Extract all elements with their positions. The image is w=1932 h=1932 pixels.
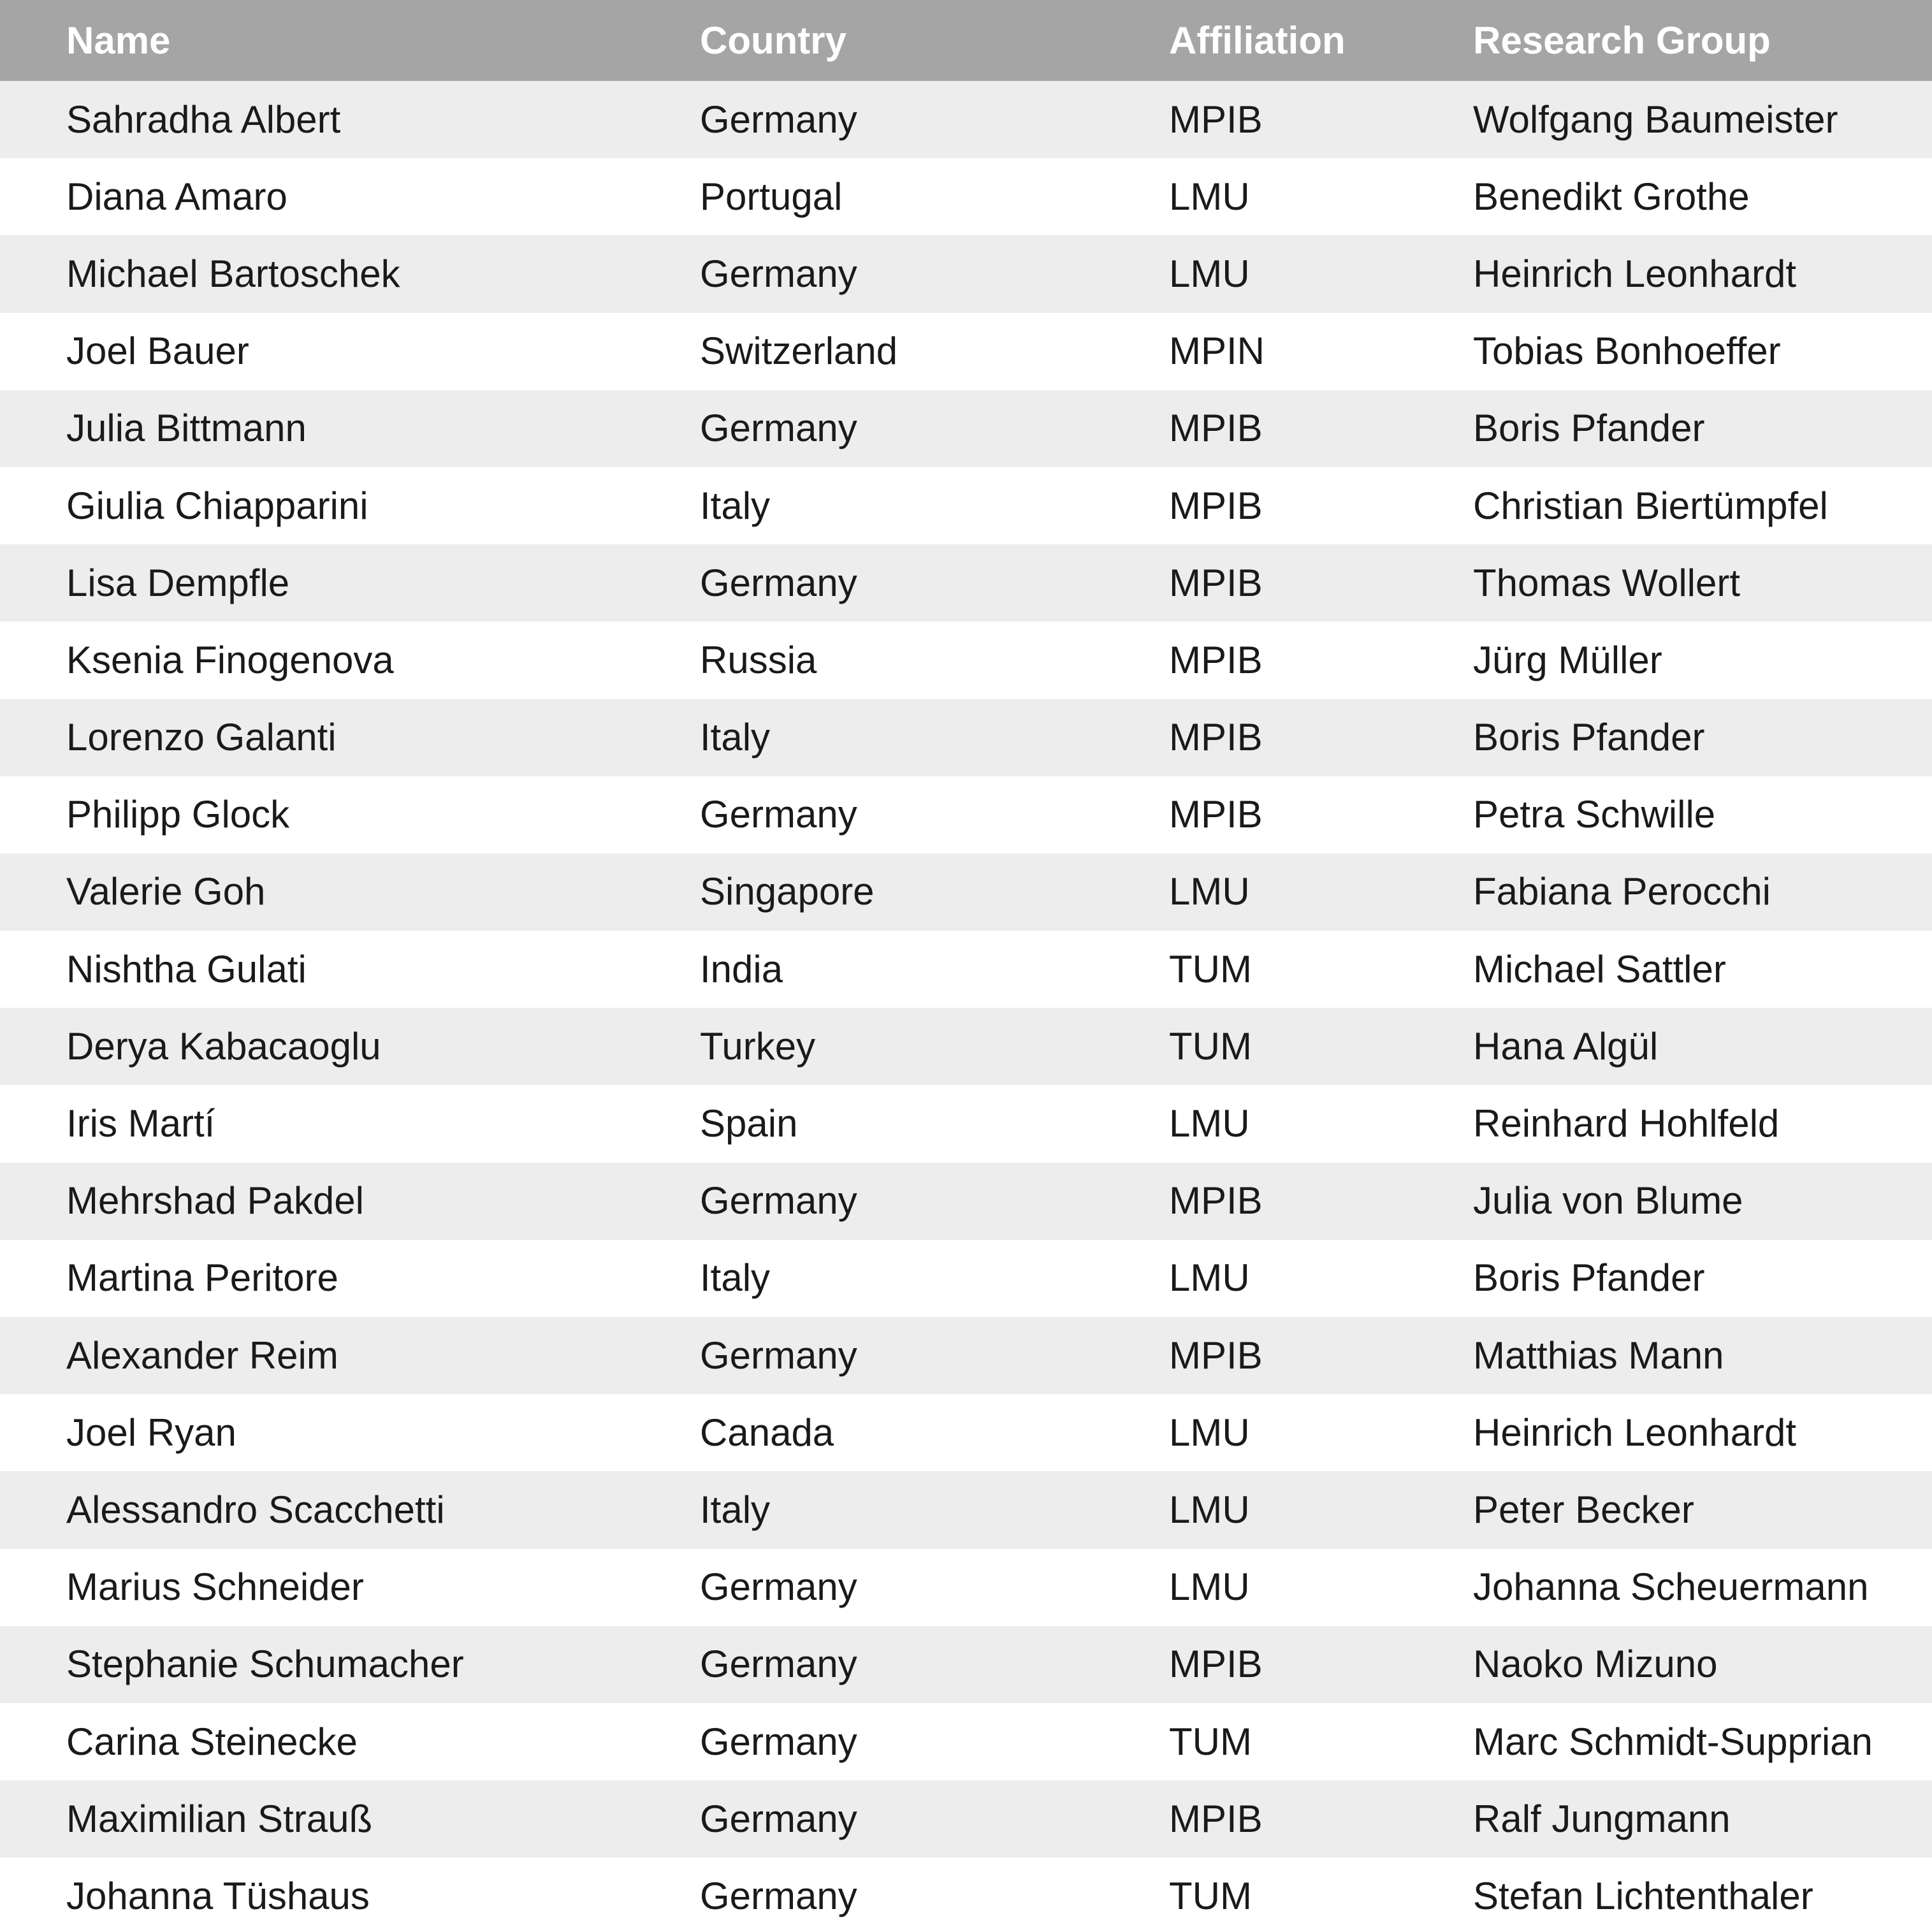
cell-country: Turkey: [700, 1024, 816, 1068]
cell-affiliation: MPIB: [1169, 1797, 1263, 1840]
table-row: [0, 931, 1932, 1008]
cell-country: Germany: [700, 1333, 857, 1377]
cell-country: Germany: [700, 1797, 857, 1840]
cell-country: Germany: [700, 407, 857, 450]
cell-research-group: Jürg Müller: [1473, 638, 1662, 681]
table-row: [0, 1549, 1932, 1626]
cell-research-group: Naoko Mizuno: [1473, 1643, 1718, 1686]
table-header-row: [0, 0, 1932, 81]
table-row: [0, 1703, 1932, 1780]
cell-affiliation: TUM: [1169, 947, 1252, 991]
cell-name: Michael Bartoschek: [66, 252, 400, 295]
cell-affiliation: LMU: [1169, 252, 1250, 295]
cell-country: Singapore: [700, 870, 875, 913]
header-research-group: Research Group: [1473, 18, 1771, 62]
cell-country: Switzerland: [700, 330, 898, 373]
cell-research-group: Tobias Bonhoeffer: [1473, 330, 1781, 373]
cell-research-group: Boris Pfander: [1473, 407, 1705, 450]
cell-research-group: Christian Biertümpfel: [1473, 484, 1828, 527]
table-row: [0, 467, 1932, 544]
cell-affiliation: MPIB: [1169, 484, 1263, 527]
table-row: [0, 235, 1932, 312]
cell-affiliation: MPIB: [1169, 638, 1263, 681]
table-row: [0, 776, 1932, 853]
cell-name: Martina Peritore: [66, 1256, 338, 1300]
header-affiliation: Affiliation: [1169, 18, 1346, 62]
cell-name: Valerie Goh: [66, 870, 266, 913]
cell-research-group: Wolfgang Baumeister: [1473, 98, 1838, 141]
cell-name: Giulia Chiapparini: [66, 484, 368, 527]
cell-research-group: Thomas Wollert: [1473, 561, 1741, 604]
cell-research-group: Hana Algül: [1473, 1024, 1659, 1068]
cell-name: Mehrshad Pakdel: [66, 1179, 364, 1223]
header-country: Country: [700, 18, 846, 62]
cell-country: Germany: [700, 1179, 857, 1223]
header-name: Name: [66, 18, 171, 62]
cell-affiliation: MPIB: [1169, 716, 1263, 759]
table-row: [0, 621, 1932, 699]
cell-country: Italy: [700, 484, 771, 527]
table-row: [0, 81, 1932, 158]
cell-country: Portugal: [700, 175, 843, 218]
cell-name: Alessandro Scacchetti: [66, 1488, 445, 1531]
cell-name: Lisa Dempfle: [66, 561, 290, 604]
cell-research-group: Boris Pfander: [1473, 716, 1705, 759]
table-row: [0, 1471, 1932, 1548]
cell-research-group: Benedikt Grothe: [1473, 175, 1750, 218]
cell-name: Marius Schneider: [66, 1565, 364, 1609]
cell-name: Philipp Glock: [66, 793, 290, 836]
cell-affiliation: MPIB: [1169, 561, 1263, 604]
table-row: [0, 1163, 1932, 1240]
cell-affiliation: MPIB: [1169, 1179, 1263, 1223]
table-row: [0, 1780, 1932, 1857]
cell-research-group: Stefan Lichtenthaler: [1473, 1874, 1813, 1917]
cell-affiliation: LMU: [1169, 1488, 1250, 1531]
cell-country: Germany: [700, 252, 857, 295]
table-row: [0, 699, 1932, 776]
table-row: [0, 1394, 1932, 1471]
cell-affiliation: LMU: [1169, 1411, 1250, 1454]
cell-research-group: Peter Becker: [1473, 1488, 1694, 1531]
cell-name: Maximilian Strauß: [66, 1797, 373, 1840]
cell-country: Germany: [700, 1720, 857, 1763]
cell-name: Joel Bauer: [66, 330, 249, 373]
cell-name: Alexander Reim: [66, 1333, 338, 1377]
cell-name: Carina Steinecke: [66, 1720, 358, 1763]
cell-country: Germany: [700, 561, 857, 604]
table-row: [0, 158, 1932, 235]
table-row: [0, 544, 1932, 621]
cell-country: Canada: [700, 1411, 834, 1454]
table-row: [0, 1008, 1932, 1085]
cell-name: Stephanie Schumacher: [66, 1643, 464, 1686]
table-row: [0, 1240, 1932, 1317]
cell-affiliation: MPIN: [1169, 330, 1265, 373]
cell-country: Italy: [700, 1488, 771, 1531]
cell-research-group: Matthias Mann: [1473, 1333, 1724, 1377]
cell-research-group: Julia von Blume: [1473, 1179, 1743, 1223]
cell-affiliation: TUM: [1169, 1024, 1252, 1068]
cell-affiliation: LMU: [1169, 1565, 1250, 1609]
cell-country: Germany: [700, 1643, 857, 1686]
cell-affiliation: MPIB: [1169, 1643, 1263, 1686]
table-row: [0, 1857, 1932, 1932]
table-row: [0, 1317, 1932, 1394]
cell-name: Joel Ryan: [66, 1411, 236, 1454]
cell-name: Diana Amaro: [66, 175, 287, 218]
cell-affiliation: LMU: [1169, 870, 1250, 913]
cell-country: Germany: [700, 98, 857, 141]
cell-research-group: Ralf Jungmann: [1473, 1797, 1731, 1840]
cell-research-group: Heinrich Leonhardt: [1473, 1411, 1796, 1454]
table-body: [0, 81, 1932, 1932]
cell-research-group: Marc Schmidt-Supprian: [1473, 1720, 1873, 1763]
cell-name: Nishtha Gulati: [66, 947, 307, 991]
cell-affiliation: LMU: [1169, 175, 1250, 218]
cell-name: Derya Kabacaoglu: [66, 1024, 381, 1068]
cell-affiliation: MPIB: [1169, 98, 1263, 141]
cell-affiliation: TUM: [1169, 1874, 1252, 1917]
cell-affiliation: TUM: [1169, 1720, 1252, 1763]
cell-country: Spain: [700, 1102, 798, 1145]
cell-research-group: Heinrich Leonhardt: [1473, 252, 1796, 295]
cell-affiliation: MPIB: [1169, 407, 1263, 450]
cell-country: Germany: [700, 793, 857, 836]
cell-country: India: [700, 947, 783, 991]
table-row: [0, 313, 1932, 390]
cell-research-group: Johanna Scheuermann: [1473, 1565, 1869, 1609]
cell-affiliation: LMU: [1169, 1256, 1250, 1300]
cell-name: Ksenia Finogenova: [66, 638, 394, 681]
table-row: [0, 853, 1932, 931]
table-row: [0, 1085, 1932, 1162]
table-row: [0, 390, 1932, 467]
cell-country: Germany: [700, 1565, 857, 1609]
cell-name: Iris Martí: [66, 1102, 215, 1145]
table-row: [0, 1626, 1932, 1703]
cell-research-group: Michael Sattler: [1473, 947, 1726, 991]
cell-country: Italy: [700, 716, 771, 759]
cell-research-group: Petra Schwille: [1473, 793, 1716, 836]
cell-name: Lorenzo Galanti: [66, 716, 337, 759]
cell-affiliation: MPIB: [1169, 793, 1263, 836]
cell-affiliation: LMU: [1169, 1102, 1250, 1145]
cell-research-group: Boris Pfander: [1473, 1256, 1705, 1300]
cell-country: Italy: [700, 1256, 771, 1300]
cell-name: Johanna Tüshaus: [66, 1874, 370, 1917]
cell-name: Julia Bittmann: [66, 407, 307, 450]
cell-research-group: Reinhard Hohlfeld: [1473, 1102, 1780, 1145]
cell-research-group: Fabiana Perocchi: [1473, 870, 1771, 913]
cell-country: Germany: [700, 1874, 857, 1917]
cell-affiliation: MPIB: [1169, 1333, 1263, 1377]
cell-country: Russia: [700, 638, 817, 681]
cell-name: Sahradha Albert: [66, 98, 341, 141]
